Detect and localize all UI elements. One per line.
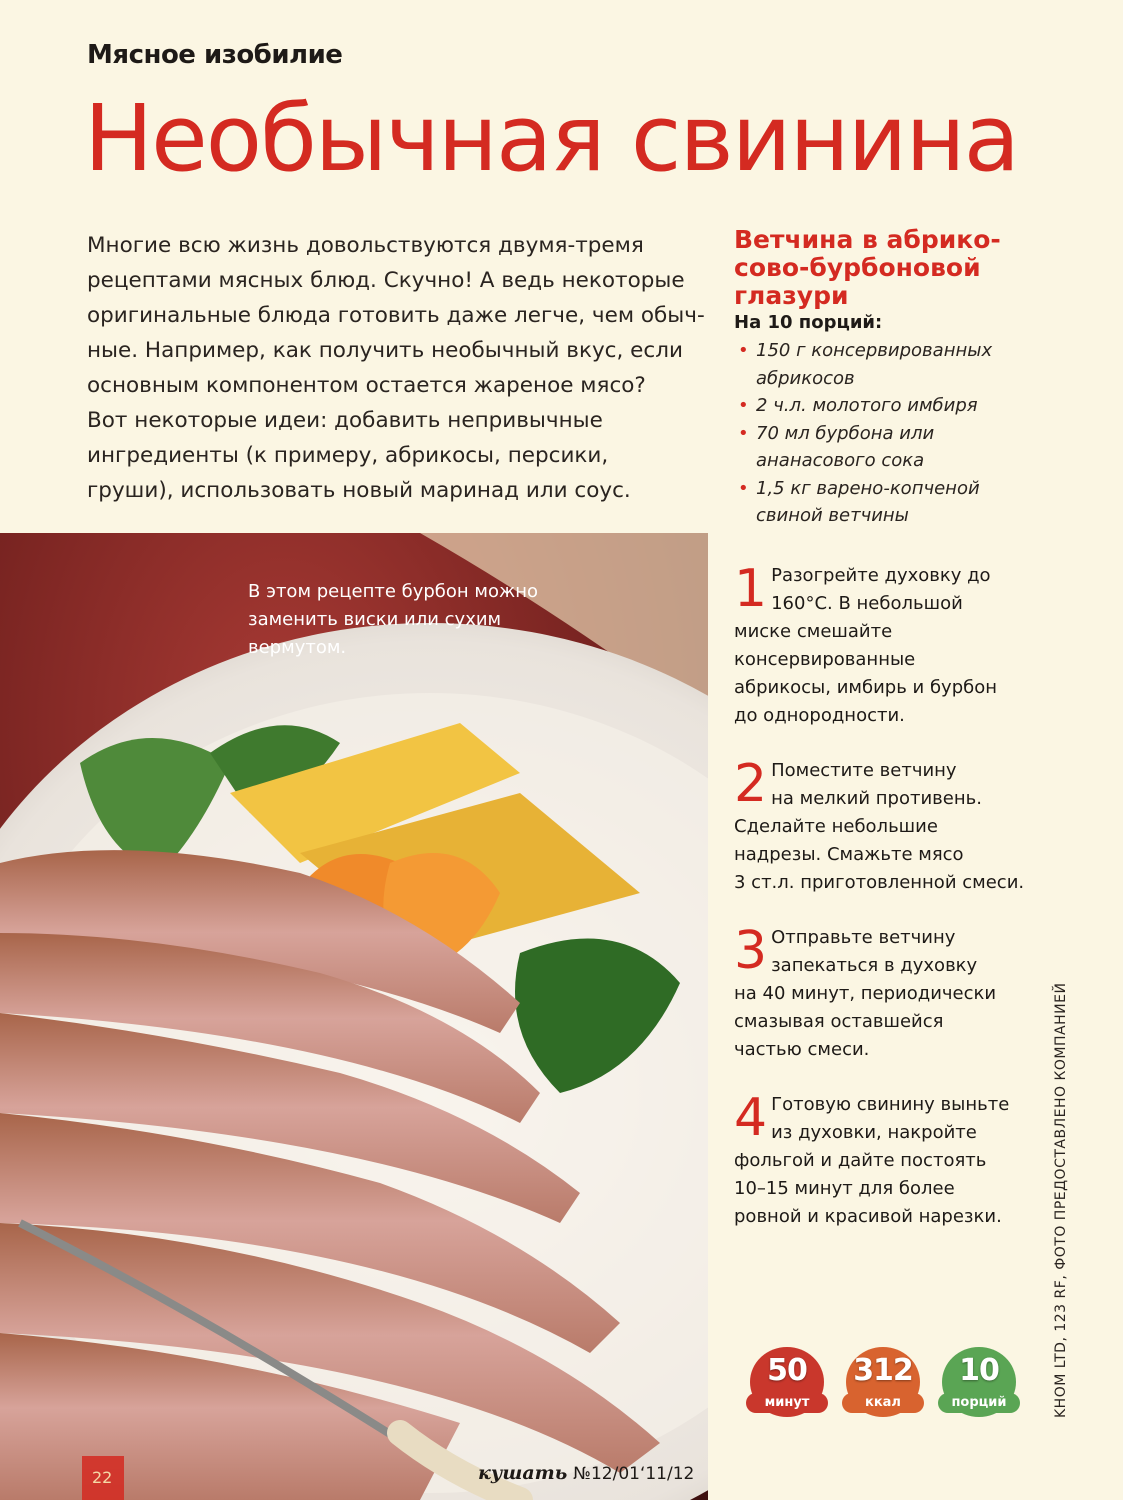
intro-line: основным компонентом остается жареное мясо? (87, 373, 646, 398)
servings-label: На 10 порций: (734, 312, 883, 333)
recipe-step (734, 921, 1044, 1064)
ingredient-list (734, 337, 1044, 530)
badge-value: 10 (959, 1353, 999, 1388)
recipe-title-line: глазури (734, 281, 849, 310)
bullet-icon: • (738, 340, 749, 361)
ingredient-text: 70 мл бурбона или ананасового сока (756, 422, 935, 471)
ingredient-item (734, 420, 1044, 475)
photo-caption: В этом рецепте бурбон можно заменить виски или сухим вермутом. (248, 581, 538, 658)
step-number: 3 (734, 921, 768, 981)
ingredient-item (734, 475, 1044, 530)
intro-line: оригинальные блюда готовить даже легче, чем обыч- (87, 303, 705, 328)
photo-credit: KHOM LTD, 123 RF, ФОТО ПРЕДОСТАВЛЕНО КОМПАНИЕЙ (1053, 982, 1069, 1418)
ingredient-text: 1,5 кг варено-копченой свиной ветчины (756, 477, 980, 526)
recipe-title-line: сово-бурбоновой (734, 253, 981, 282)
calories-badge (846, 1347, 920, 1417)
badge-label: минут (746, 1393, 828, 1413)
section-label: Мясное изобилие (87, 40, 343, 70)
step-text: Готовую свинину выньте из духовки, накройте фольгой и дайте постоять 10–15 минут для более ровной и красивой нарезки. (734, 1094, 1010, 1227)
issue-number: №12/01‘11/12 (573, 1464, 695, 1484)
intro-text (87, 228, 707, 508)
intro-line: ингредиенты (к примеру, абрикосы, персики, (87, 443, 609, 468)
badge-value: 312 (853, 1353, 913, 1388)
step-number: 1 (734, 559, 768, 619)
step-number: 4 (734, 1088, 768, 1148)
recipe-title (734, 226, 1044, 310)
recipe-step (734, 559, 1044, 730)
recipe-step (734, 1088, 1044, 1231)
recipe-title-line: Ветчина в абрико- (734, 225, 1001, 254)
page-title: Необычная свинина (84, 85, 1018, 192)
recipe-step (734, 754, 1044, 897)
bullet-icon: • (738, 477, 749, 499)
step-text: Поместите ветчину на мелкий противень. Сделайте небольшие надрезы. Смажьте мясо 3 ст.л. приготовленной смеси. (734, 760, 1025, 893)
bullet-icon: • (738, 395, 749, 416)
recipe-box (734, 226, 1044, 530)
page-number: 22 (82, 1456, 124, 1500)
step-text: Разогрейте духовку до 160°С. В небольшой миске смешайте консервированные абрикосы, имбирь и бурбон до однородности. (734, 565, 998, 726)
servings-badge (942, 1347, 1016, 1417)
intro-line: Многие всю жизнь довольствуются двумя-тремя (87, 233, 644, 258)
intro-line: Вот некоторые идеи: добавить непривычные (87, 408, 603, 433)
bullet-icon: • (738, 422, 749, 444)
badge-label: порций (938, 1393, 1020, 1413)
step-number: 2 (734, 754, 768, 814)
badge-label: ккал (842, 1393, 924, 1413)
magazine-logo: кушать (478, 1462, 568, 1484)
badge-value: 50 (767, 1353, 807, 1388)
intro-line: рецептами мясных блюд. Скучно! А ведь некоторые (87, 268, 685, 293)
step-text: Отправьте ветчину запекаться в духовку на 40 минут, периодически смазывая оставшейся частью смеси. (734, 927, 997, 1060)
ingredient-text: 2 ч.л. молотого имбиря (756, 395, 978, 416)
ingredient-text: 150 г консервированных абрикосов (756, 340, 993, 389)
ham-plate-illustration (0, 533, 708, 1500)
ingredient-item (734, 392, 1044, 420)
ingredient-item (734, 337, 1044, 392)
intro-line: груши), использовать новый маринад или соус. (87, 478, 631, 503)
intro-line: ные. Например, как получить необычный вкус, если (87, 338, 683, 363)
issue-footer (478, 1462, 694, 1484)
dish-photo (0, 533, 708, 1500)
nutrition-badges (750, 1347, 1020, 1417)
time-badge (750, 1347, 824, 1417)
